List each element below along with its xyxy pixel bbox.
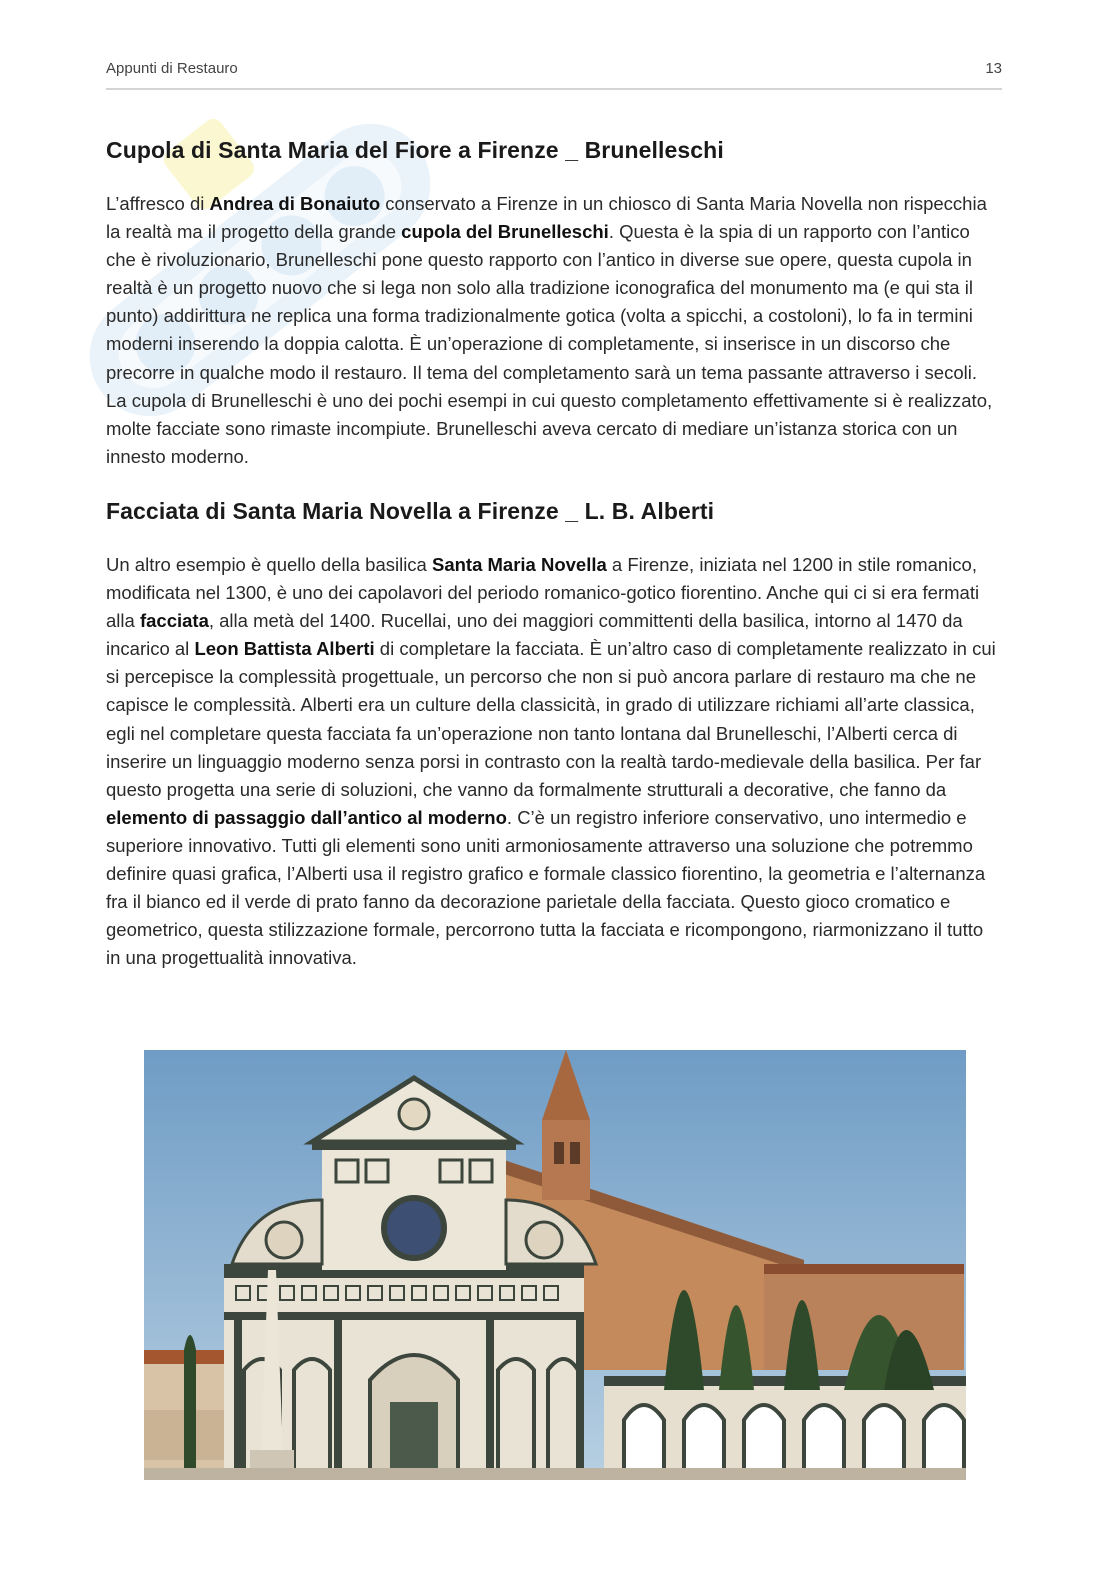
bold-term: elemento di passaggio dall’antico al moderno — [106, 806, 507, 828]
bold-term: cupola del Brunelleschi — [401, 221, 609, 243]
section-paragraph-facciata — [106, 551, 1002, 972]
text-run: L’affresco di — [106, 193, 210, 214]
section-paragraph-cupola — [106, 190, 1002, 471]
text-run: , alla metà del 1400. Rucellai, uno dei maggiori committenti della basilica, intorno al 1470 da incarico al — [106, 610, 963, 660]
section-heading-cupola: Cupola di Santa Maria del Fiore a Firenze _ Brunelleschi — [106, 137, 724, 163]
section-heading-facciata: Facciata di Santa Maria Novella a Firenze _ L. B. Alberti — [106, 497, 715, 524]
text-run: Un altro esempio è quello della basilica — [106, 553, 432, 575]
text-run: conservato a Firenze in un chiosco di Santa Maria Novella non rispecchia la realtà ma il progetto della grande — [106, 193, 987, 243]
bold-term: facciata — [139, 610, 209, 632]
bold-term: Santa Maria Novella — [432, 553, 607, 575]
santa-maria-novella-facade-icon — [144, 1050, 966, 1480]
header-rule — [106, 88, 1002, 90]
text-run: a Firenze, iniziata nel 1200 in stile romanico, modificata nel 1300, è uno dei capolavori del periodo romanico-gotico fiorentino. Anche qui ci si era fermati alla — [106, 553, 980, 632]
photo-santa-maria-novella — [144, 1050, 966, 1480]
running-title: Appunti di Restauro — [106, 60, 238, 77]
text-run: . C’è un registro inferiore conservativo, uno intermedio e superiore innovativo. Tutti gli elementi sono uniti armoniosamente attraverso una soluzione che potremmo definire quasi grafica, l’Alberti usa il registro grafico e formale classico fiorentino, la geometria e l’alternanza fra il bianco ed il verde di prato fanno da decorazione parietale della facciata. Questo gioco cromatico e geometrico, questa stilizzazione formale, percorrono tutta la facciata e ricompongono, riarmonizzano il tutto in una progettualità innovativa. — [106, 806, 986, 969]
bold-term: Leon Battista Alberti — [194, 638, 375, 660]
text-run: di completare la facciata. È un’altro caso di completamente realizzato in cui si percepisce la complessità progettuale, un percorso che non si può ancora parlare di restauro ma che ne capisce le complessità. Alberti era un culture della classicità, in grado di utilizzare richiami all’arte classica, egli nel completare questa facciata fa un’operazione non tanto lontana dal Brunelleschi, l’Alberti cerca di inserire un linguaggio moderno senza porsi in contrasto con la realtà tardo-medievale della basilica. Per far questo progetta una serie di soluzioni, che vanno da formalmente strutturali a decorative, che fanno da — [106, 638, 996, 800]
page-number: 13 — [985, 60, 1002, 77]
document-body — [106, 132, 1002, 972]
bold-term: Andrea di Bonaiuto — [209, 193, 381, 214]
text-run: . Questa è la spia di un rapporto con l’antico che è rivoluzionario, Brunelleschi pone questo rapporto con l’antico in diverse sue opere, questa cupola in realtà è un progetto nuovo che si lega non solo alla tradizione iconografica del monumento ma (e qui sta il punto) addirittura ne replica una forma tradizionalmente gotica (volta a spicchi, a costoloni), lo fa in termini moderni inserendo la doppia calotta. È un’operazione di completamente, si inserisce in un discorso che precorre in qualche modo il restauro. Il tema del completamento sarà un tema passante attraverso i secoli. La cupola di Brunelleschi è uno dei pochi esempi in cui questo completamento effettivamente si è realizzato, molte facciate sono rimaste incompiute. Brunelleschi aveva cercato di mediare un’istanza storica con un innesto moderno. — [106, 221, 993, 467]
running-header — [106, 60, 1002, 82]
